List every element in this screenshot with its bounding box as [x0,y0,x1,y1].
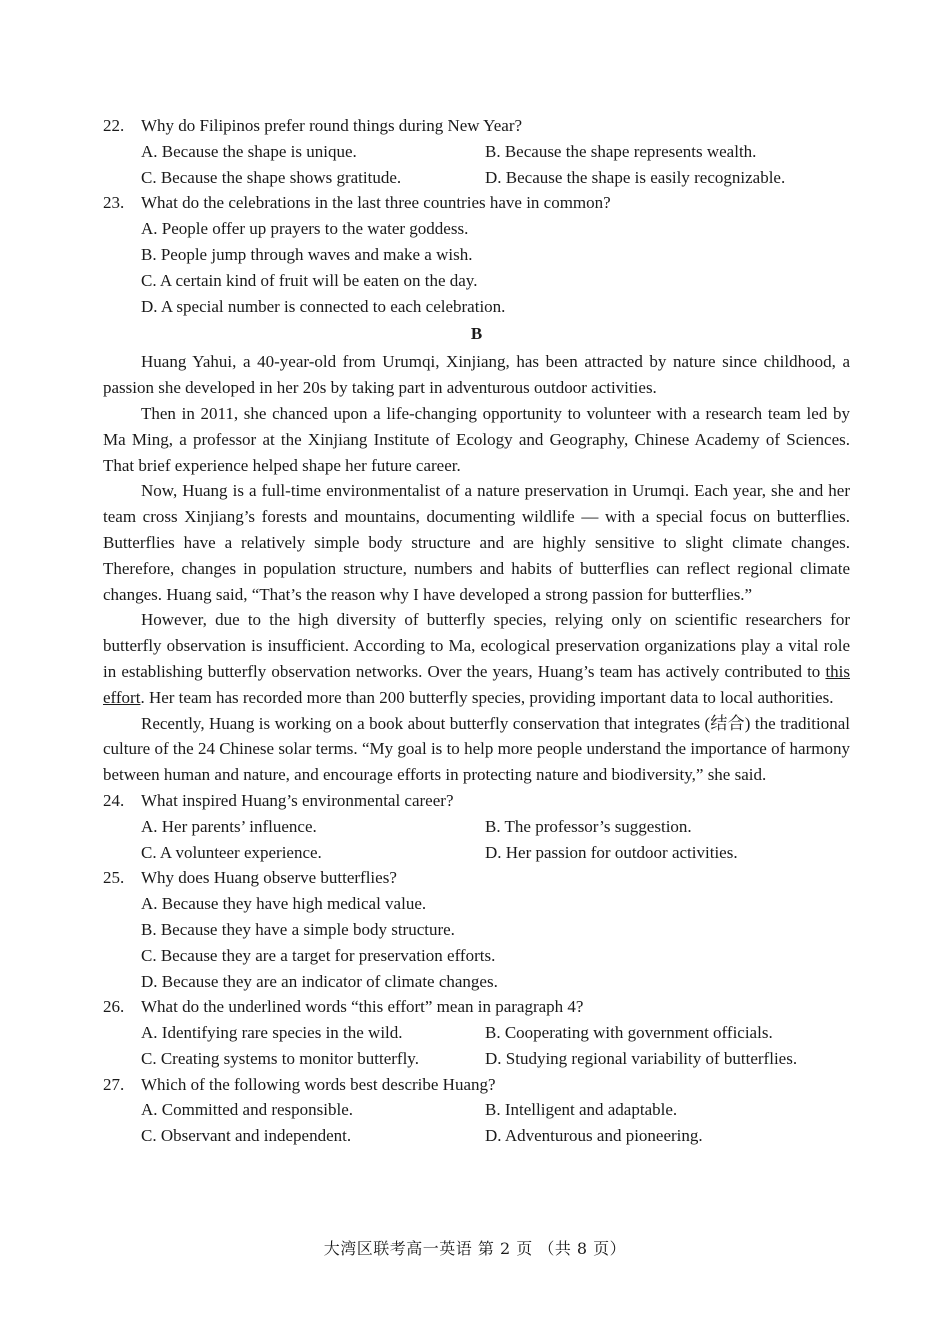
question-number: 27. [103,1074,125,1094]
page-content [103,113,850,1149]
passage-paragraph-1: Huang Yahui, a 40-year-old from Urumqi, Xinjiang, has been attracted by nature since childhood, a passion she developed in her 20s by taking part in adventurous outdoor activities. [103,352,850,398]
options-row [103,165,850,191]
option-d: D. Studying regional variability of butterflies. [485,1048,798,1068]
question-22 [103,113,850,139]
page-footer: 大湾区联考高一英语 第 2 页 （共 8 页） [323,1239,627,1258]
question-23 [103,190,850,216]
options-row [103,139,850,165]
option-c: C. Because the shape shows gratitude. [141,167,402,187]
option-a: A. Identifying rare species in the wild. [141,1023,403,1043]
option-b: B. Because they have a simple body structure. [141,919,455,939]
option-a: A. Committed and responsible. [141,1100,354,1120]
option-b: B. Intelligent and adaptable. [485,1100,678,1120]
option-b: B. People jump through waves and make a wish. [141,244,473,264]
option-c: C. Creating systems to monitor butterfly. [141,1048,419,1068]
option-b: B. Cooperating with government officials. [485,1023,773,1043]
option-c: C. Because they are a target for preservation efforts. [141,945,496,965]
paragraph-text: However, due to the high diversity of butterfly species, relying only on scientific researchers for butterfly observation is insufficient. According to Ma, ecological preservation organizations play a vital role in establishing butterfly observation networks. Over the years, Huang’s team has actively contributed to [103,610,850,681]
question-25 [103,865,850,891]
options-row [103,1046,850,1072]
question-number: 22. [103,116,125,135]
question-24 [103,788,850,814]
option-c: C. A volunteer experience. [141,842,322,862]
question-stem: What do the celebrations in the last three countries have in common? [141,193,611,213]
option-d: D. Because they are an indicator of climate changes. [141,971,498,991]
option-d: D. Because the shape is easily recognizable. [485,167,786,187]
question-stem: What inspired Huang’s environmental career? [141,790,454,810]
underlined-phrase: this effort [103,661,850,707]
question-27 [103,1072,850,1098]
question-26 [103,994,850,1020]
question-stem: What do the underlined words “this effort” mean in paragraph 4? [141,997,584,1017]
option-d: D. Adventurous and pioneering. [485,1126,703,1146]
option-b: B. The professor’s suggestion. [485,816,692,836]
section-heading: B [470,324,483,344]
options-row [103,1123,850,1149]
option-a: A. Because they have high medical value. [141,894,427,914]
option-c: C. A certain kind of fruit will be eaten on the day. [141,270,478,290]
question-number: 23. [103,193,125,213]
question-number: 25. [103,868,125,888]
options-row [103,1020,850,1046]
option-d: D. A special number is connected to each celebration. [141,296,506,316]
question-stem: Which of the following words best describe Huang? [141,1074,496,1094]
question-stem: Why do Filipinos prefer round things during New Year? [141,116,523,135]
question-stem: Why does Huang observe butterflies? [141,868,397,888]
passage-paragraph-2: Then in 2011, she chanced upon a life-changing opportunity to volunteer with a research team led by Ma Ming, a professor at the Xinjiang Institute of Ecology and Geography, Chinese Academy of Sciences. That brief experience helped shape her future career. [103,403,850,475]
options-row [103,840,850,866]
question-number: 24. [103,790,125,810]
options-row [103,814,850,840]
option-b: B. Because the shape represents wealth. [485,141,757,161]
option-c: C. Observant and independent. [141,1126,352,1146]
option-a: A. Her parents’ influence. [141,816,317,836]
paragraph-text: . Her team has recorded more than 200 butterfly species, providing important data to local authorities. [140,687,834,707]
passage-paragraph-4 [103,607,850,710]
options-row [103,1097,850,1123]
option-d: D. Her passion for outdoor activities. [485,842,738,862]
passage-paragraph-3: Now, Huang is a full-time environmentalist of a nature preservation in Urumqi. Each year, she and her team cross Xinjiang’s forests and mountains, documenting wildlife — with a special focus on butterflies. Butterflies have a relatively simple body structure and are highly sensitive to slight climate changes. Therefore, changes in population structure, numbers and habits of butterflies can reflect regional climate changes. Huang said, “That’s the reason why I have developed a strong passion for butterflies.” [103,481,850,604]
option-a: A. People offer up prayers to the water goddess. [141,219,469,239]
passage-paragraph-5: Recently, Huang is working on a book about butterfly conservation that integrates (结合) the traditional culture of the 24 Chinese solar terms. “My goal is to help more people understand the importance of harmony between human and nature, and encourage efforts in protecting nature and biodiversity,” she said. [103,713,850,785]
option-a: A. Because the shape is unique. [141,141,357,161]
question-number: 26. [103,997,125,1017]
